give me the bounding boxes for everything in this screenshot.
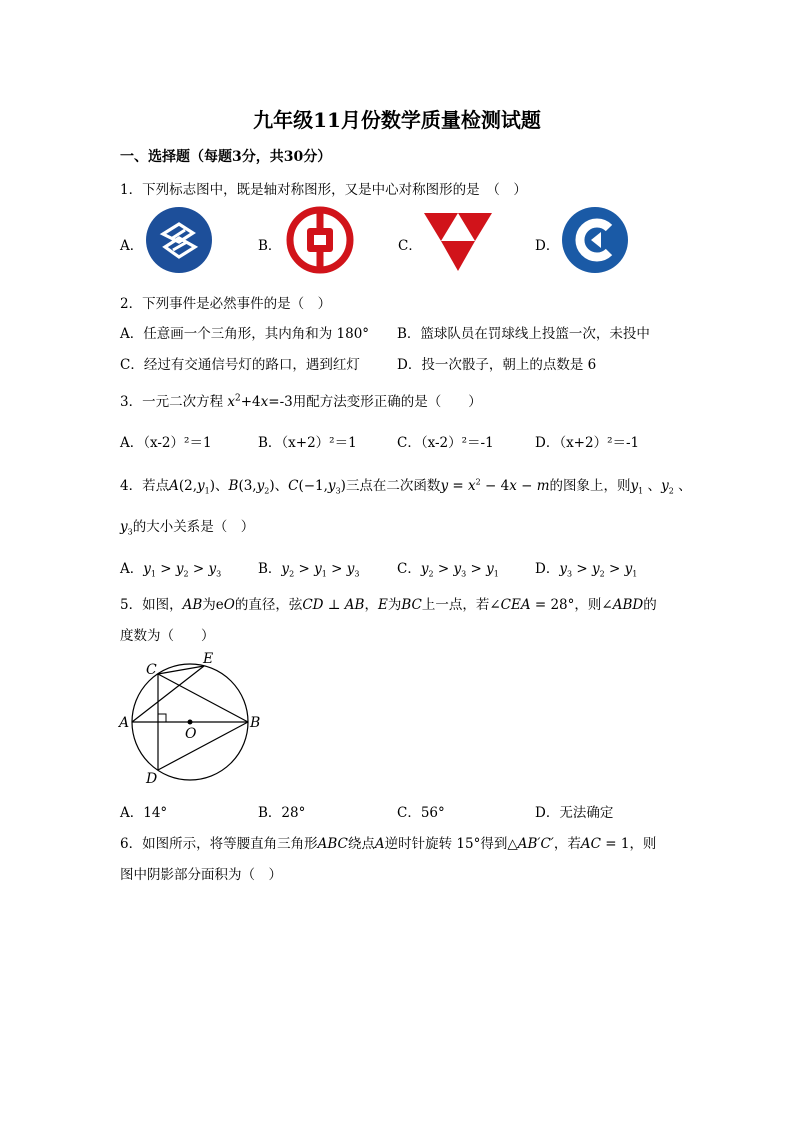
construction-bank-logo-icon (561, 206, 629, 274)
label-o: O (185, 726, 197, 742)
q3-option-c: C．（x-2）²＝-1 (397, 435, 494, 451)
q3-option-a: A．（x-2）²＝1 (120, 435, 212, 451)
label-d: D (146, 771, 158, 787)
q5-option-c: C．56° (397, 805, 445, 821)
q4-option-a: A．$y_1 > y_2 > y_3$ (120, 561, 222, 579)
q2-option-a: A．任意画一个三角形，其内角和为 180° (120, 326, 370, 342)
question-1-stem: 1．下列标志图中，既是轴对称图形，又是中心对称图形的是 （ ） (120, 182, 527, 198)
question-5-stem: 5．如图，AB为eO的直径，弦CD ⊥ AB，E为BC上一点，若∠CEA = 28°，则∠ABD的 (120, 597, 657, 613)
q2-option-c: C．经过有交通信号灯的路口，遇到红灯 (120, 357, 360, 373)
page-title: 九年级11月份数学质量检测试题 (253, 108, 541, 132)
q1-label-b: B． (258, 238, 282, 254)
question-4-stem: 4．若点$A(2,y_1)$、$B(3,y_2)$、$C(-1,y_3)$三点在二次函数$y = x^2 - 4x - m$的图象上，则$y_1$ 、$y_2$ 、 (120, 477, 692, 496)
q1-label-a: A． (120, 238, 144, 254)
question-3-stem: 3．一元二次方程 $x^2+4x=-3$用配方法变形正确的是（ ） (120, 393, 482, 410)
question-5-stem-line2: 度数为（ ） (120, 628, 215, 644)
q3-option-b: B．（x+2）²＝1 (258, 435, 357, 451)
bank-of-china-logo-icon (286, 206, 354, 274)
q4-option-d: D．$y_3 > y_2 > y_1$ (535, 561, 638, 579)
label-a: A (119, 715, 130, 731)
circle-geometry-figure (116, 650, 268, 790)
q5-option-b: B．28° (258, 805, 306, 821)
q2-option-b: B．篮球队员在罚球线上投篮一次，未投中 (397, 326, 650, 342)
q5-option-a: A．14° (120, 805, 168, 821)
question-6-stem: 6．如图所示，将等腰直角三角形ABC绕点A逆时针旋转 15°得到△AB′C′，若AC = 1，则 (120, 836, 657, 852)
label-c: C (146, 662, 157, 678)
q4-option-b: B．$y_2 > y_1 > y_3$ (258, 561, 360, 579)
q1-label-c: C． (398, 238, 422, 254)
question-6-stem-line2: 图中阴影部分面积为（ ） (120, 867, 282, 883)
q2-option-d: D．投一次骰子，朝上的点数是 6 (397, 357, 597, 373)
china-mobile-logo-icon (145, 206, 213, 274)
q5-option-d: D．无法确定 (535, 805, 614, 821)
section-heading: 一、选择题（每题3分，共30分） (120, 149, 332, 165)
q4-option-c: C．$y_2 > y_3 > y_1$ (397, 561, 499, 579)
mitsubishi-logo-icon (422, 210, 494, 274)
q1-label-d: D． (535, 238, 560, 254)
q3-option-d: D．（x+2）²＝-1 (535, 435, 640, 451)
label-e: E (203, 651, 214, 667)
question-2-stem: 2．下列事件是必然事件的是（ ） (120, 296, 332, 312)
label-b: B (250, 715, 261, 731)
question-4-stem-line2: $y_3$的大小关系是（ ） (120, 519, 255, 537)
